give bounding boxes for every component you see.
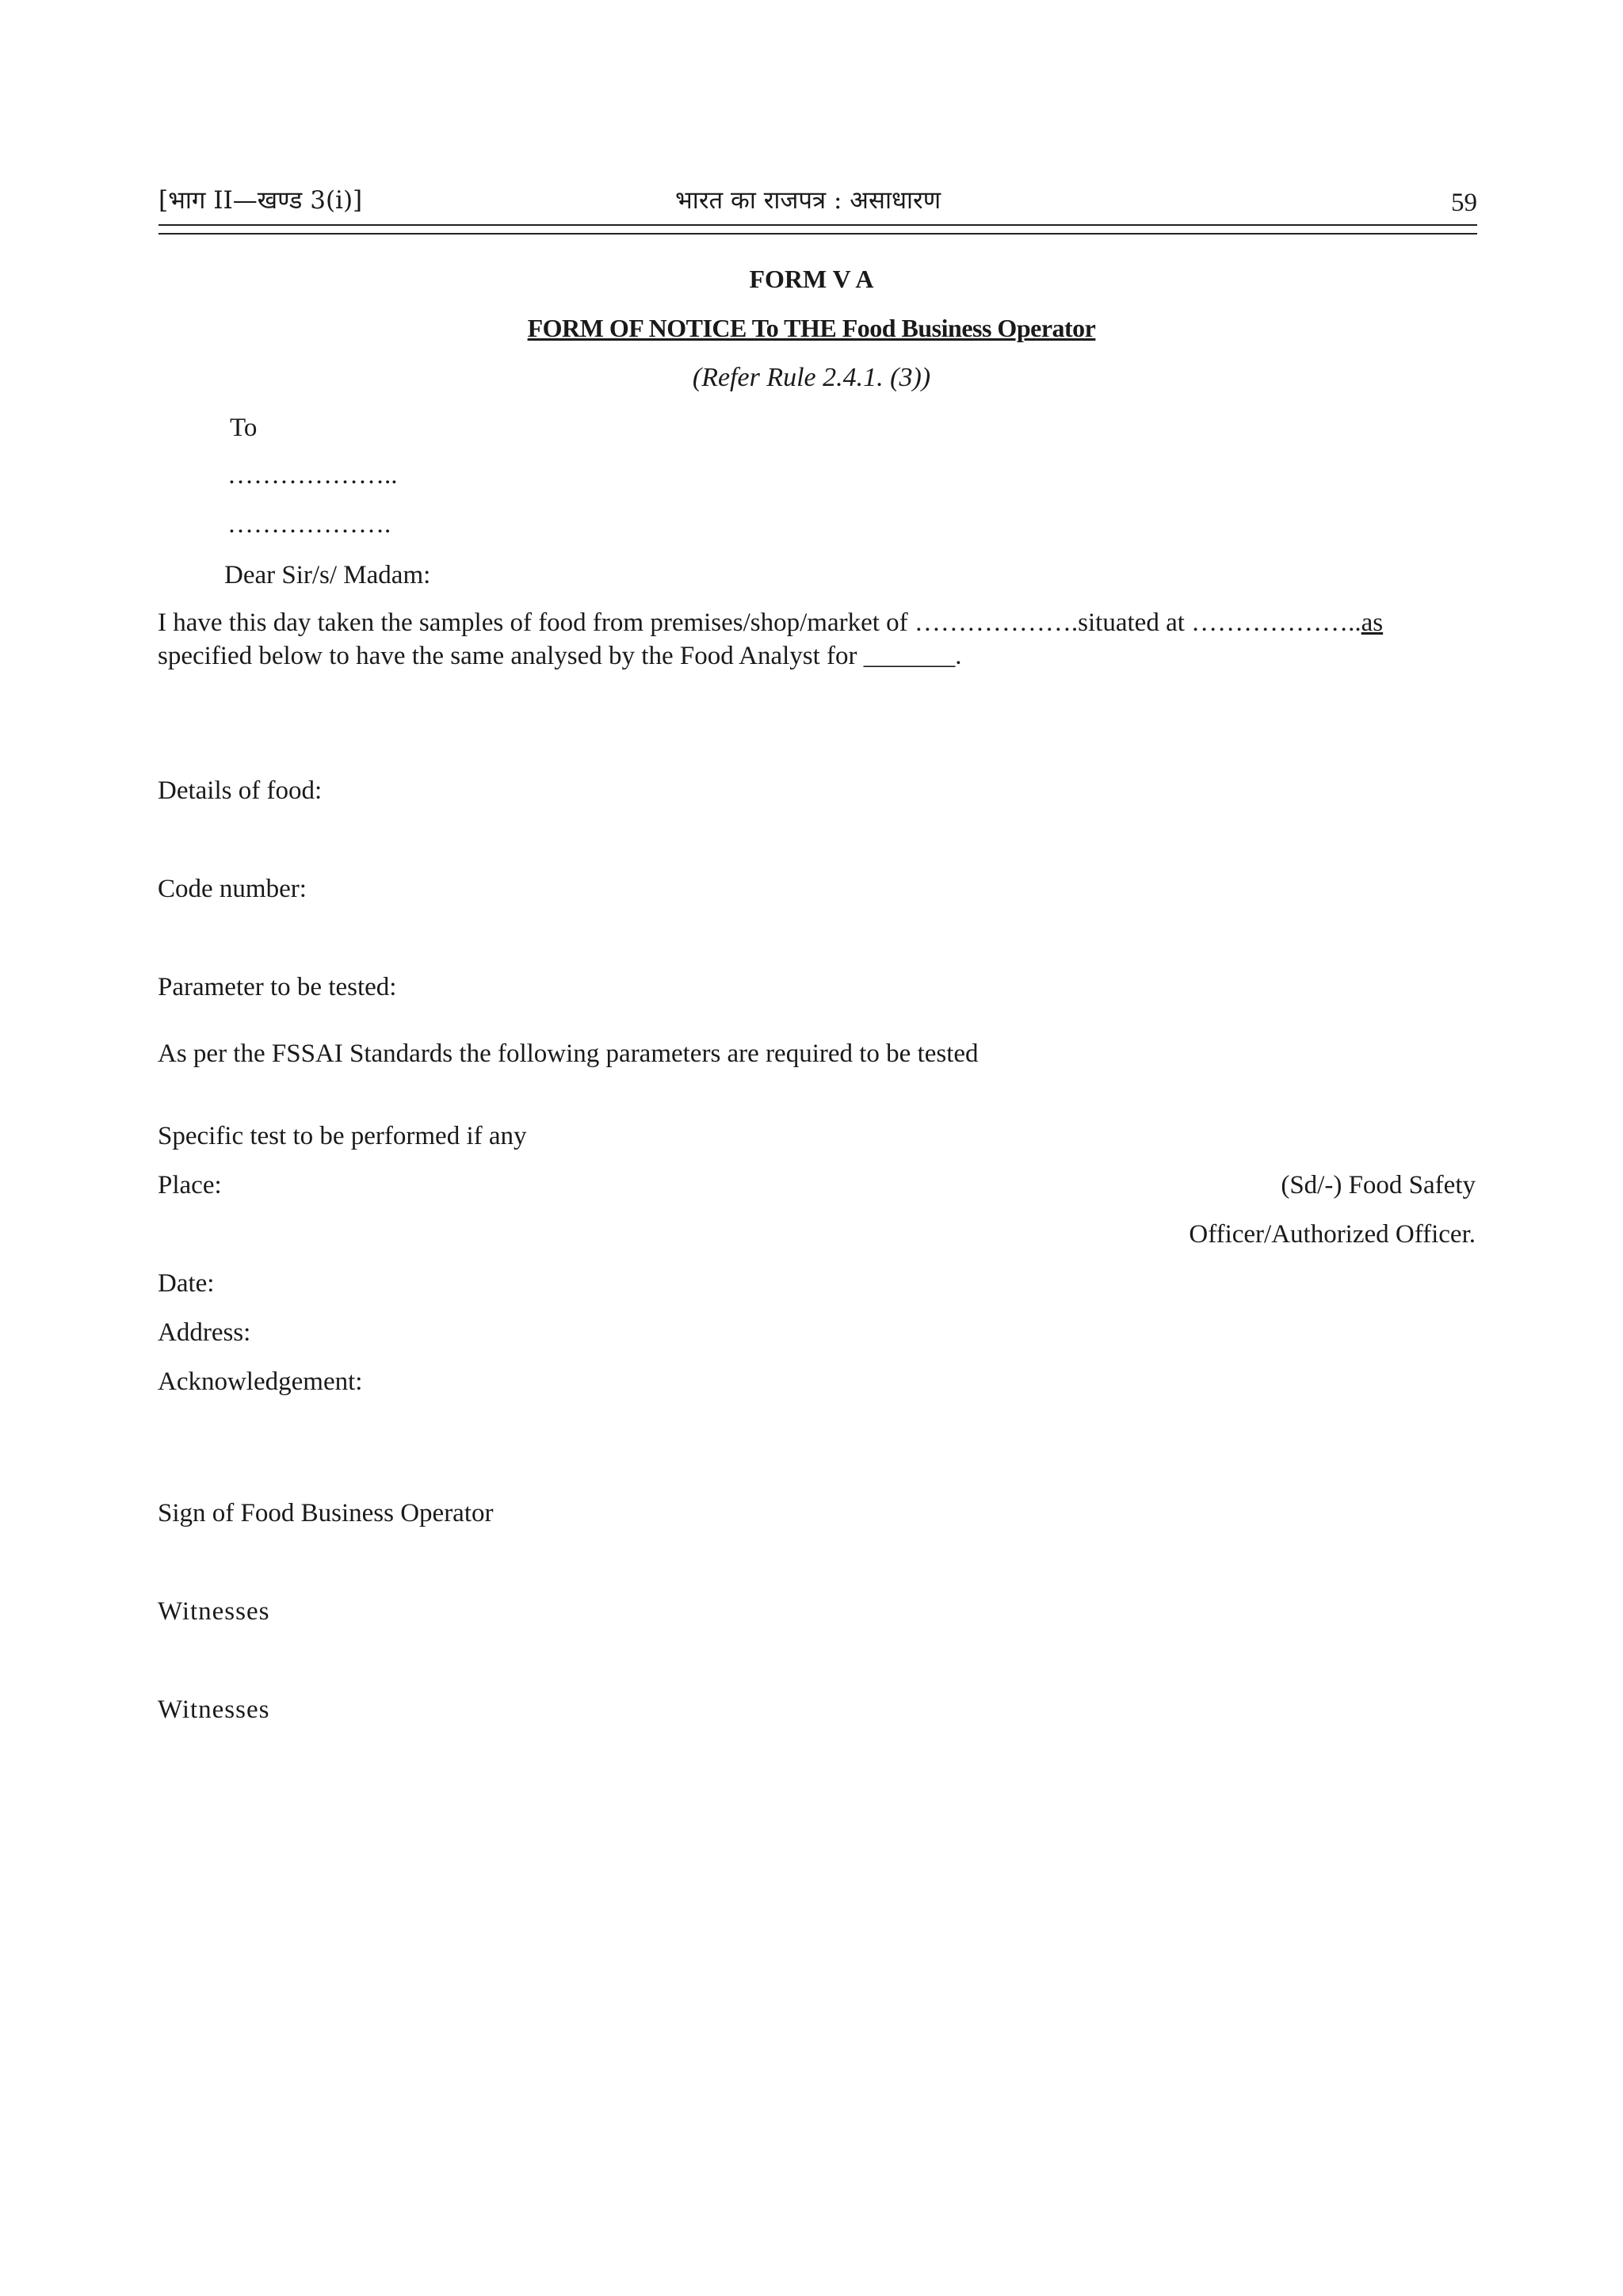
witness-label-2: Witnesses bbox=[158, 1695, 270, 1724]
sign-fbo-label: Sign of Food Business Operator bbox=[158, 1499, 494, 1527]
to-label: To bbox=[230, 414, 258, 442]
salutation: Dear Sir/s/ Madam: bbox=[224, 561, 431, 589]
notice-body bbox=[158, 606, 1477, 673]
details-of-food-label: Details of food: bbox=[158, 776, 323, 805]
place-label: Place: bbox=[158, 1171, 222, 1199]
address-dots-1: ……………….. bbox=[227, 461, 398, 490]
form-subtitle: FORM OF NOTICE To THE Food Business Operator bbox=[527, 314, 1096, 342]
parameter-label: Parameter to be tested: bbox=[158, 973, 397, 1001]
notice-body-part2: specified below to have the same analysed by the Food Analyst for _______. bbox=[158, 642, 962, 670]
address-dots-2: ………………. bbox=[227, 510, 391, 539]
code-number-label: Code number: bbox=[158, 875, 307, 903]
address-label: Address: bbox=[158, 1318, 251, 1347]
form-title: FORM V A bbox=[749, 265, 874, 293]
fssai-standards-line: As per the FSSAI Standards the following parameters are required to be tested bbox=[158, 1039, 979, 1068]
header-part-label: [भाग II—खण्ड 3(i)] bbox=[158, 186, 363, 215]
header-rule-top bbox=[158, 224, 1477, 226]
rule-reference: (Refer Rule 2.4.1. (3)) bbox=[692, 363, 931, 392]
header-gazette-title: भारत का राजपत्र : असाधारण bbox=[675, 186, 941, 215]
date-label: Date: bbox=[158, 1269, 215, 1298]
witness-label-1: Witnesses bbox=[158, 1597, 270, 1626]
signatory-line-1: (Sd/-) Food Safety bbox=[1281, 1171, 1476, 1199]
header-rule-bottom bbox=[158, 233, 1477, 235]
signatory-line-2: Officer/Authorized Officer. bbox=[1189, 1220, 1476, 1249]
page-number: 59 bbox=[1451, 189, 1477, 217]
specific-test-label: Specific test to be performed if any bbox=[158, 1122, 527, 1150]
notice-body-part1: I have this day taken the samples of food from premises/shop/market of ……………….situated at ……………….. bbox=[158, 608, 1361, 637]
acknowledgement-label: Acknowledgement: bbox=[158, 1367, 363, 1396]
notice-body-underlined: as bbox=[1361, 608, 1384, 637]
